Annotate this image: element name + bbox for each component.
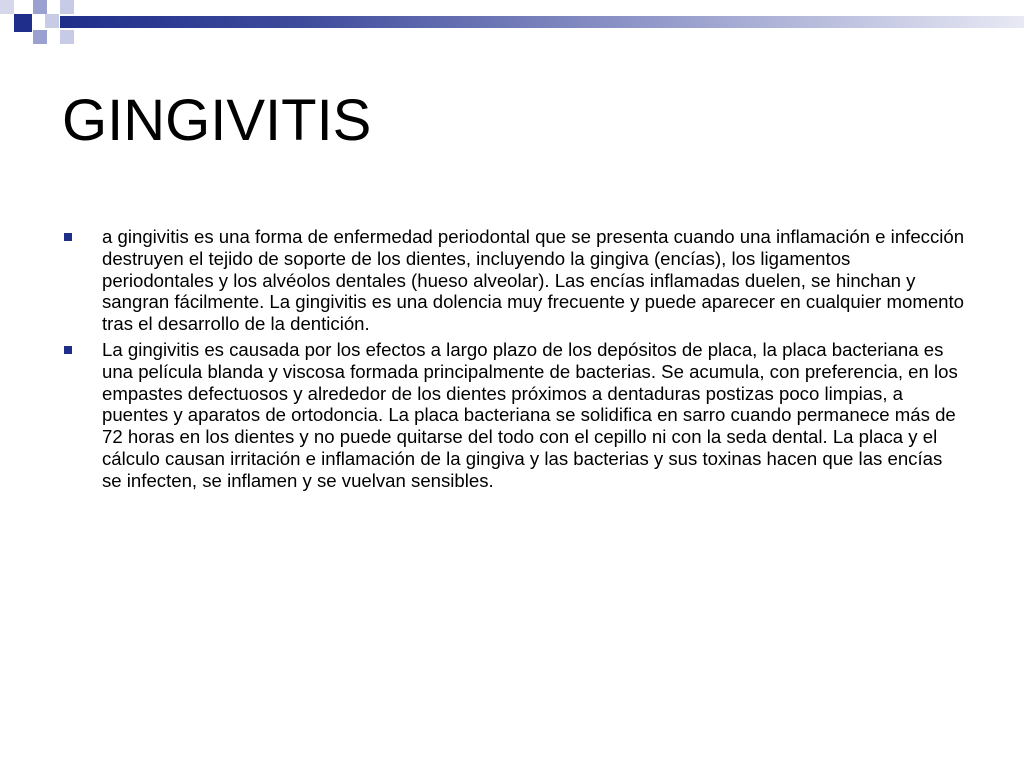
slide-title: GINGIVITIS — [62, 88, 372, 153]
square-bullet-icon — [64, 346, 72, 354]
decor-square — [60, 0, 74, 14]
bullet-item — [62, 226, 967, 335]
bullet-item — [62, 339, 967, 492]
decor-square — [45, 14, 59, 28]
bullet-list — [62, 226, 967, 496]
header-gradient-bar — [60, 16, 1024, 28]
decor-square — [0, 0, 14, 14]
decor-square — [14, 14, 32, 32]
decor-square — [60, 30, 74, 44]
decor-square — [33, 0, 47, 14]
square-bullet-icon — [64, 233, 72, 241]
bullet-text: a gingivitis es una forma de enfermedad periodontal que se presenta cuando una inflamación e infección destruyen el tejido de soporte de los dientes, incluyendo la gingiva (encías), los ligamentos periodontales y los alvéolos dentales (hueso alveolar). Las encías inflamadas duelen, se hinchan y sangran fácilmente. La gingivitis es una dolencia muy frecuente y puede aparecer en cualquier momento tras el desarrollo de la dentición. — [102, 226, 965, 335]
decor-square — [33, 30, 47, 44]
bullet-text: La gingivitis es causada por los efectos a largo plazo de los depósitos de placa, la placa bacteriana es una película blanda y viscosa formada principalmente de bacterias. Se acumula, con preferencia, en los empastes defectuosos y alrededor de los dientes próximos a dentaduras postizas poco limpias, a puentes y aparatos de ortodoncia. La placa bacteriana se solidifica en sarro cuando permanece más de 72 horas en los dientes y no puede quitarse del todo con el cepillo ni con la seda dental. La placa y el cálculo causan irritación e inflamación de la gingiva y las bacterias y sus toxinas hacen que las encías se infecten, se inflamen y se vuelvan sensibles. — [102, 338, 958, 491]
